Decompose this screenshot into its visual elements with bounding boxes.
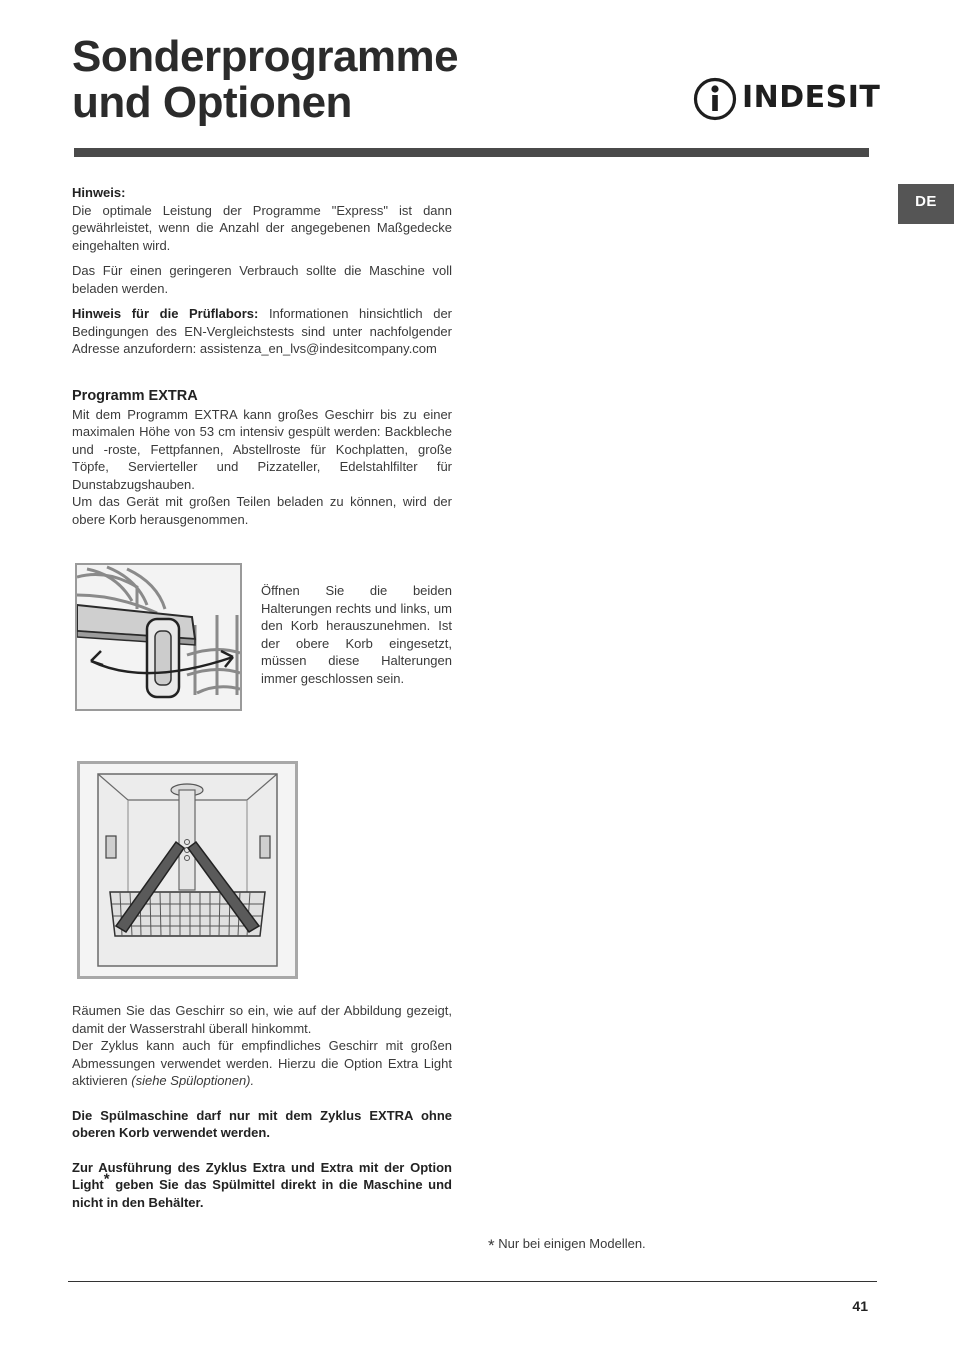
dishwasher-loading-illustration xyxy=(77,761,298,979)
header-rule xyxy=(74,148,869,157)
extra-program-section xyxy=(72,388,452,528)
indesit-logo-icon xyxy=(692,76,738,122)
hint-heading: Hinweis: xyxy=(72,185,126,200)
page-title xyxy=(72,34,458,126)
footnote-star: * xyxy=(488,1236,495,1255)
extra-program-intro: Mit dem Programm EXTRA kann großes Geschirr bis zu einer maximalen Höhe von 53 cm intensiv gespült werden: Backbleche und -roste, Fettpfannen, Abstellroste für Kochplatten, große Töpfe, Servierteller und Pizzateller, Edelstahlfilter für Dunstabzugshauben. xyxy=(72,406,452,492)
loading-instructions xyxy=(72,1002,452,1211)
logo-wordmark: INDESIT xyxy=(742,80,881,115)
delicate-text: Der Zyklus kann auch für empfindliches Geschirr mit großen Abmessungen verwendet werden. Hierzu die Option Extra Light aktivieren xyxy=(72,1038,452,1088)
arrange-text: Räumen Sie das Geschirr so ein, wie auf der Abbildung gezeigt, damit der Wasserstrahl überall hinkommt. xyxy=(72,1003,452,1036)
load-text: Das Für einen geringeren Verbrauch sollte die Maschine voll beladen werden. xyxy=(72,263,452,296)
lab-text: Informationen hinsichtlich der Bedingungen des EN-Vergleichstests sind unter nachfolgender Adresse anzufordern: assistenza_en_lvs@indesitcompany.com xyxy=(72,306,452,356)
extra-program-heading: Programm EXTRA xyxy=(72,388,198,404)
warning-star: * xyxy=(103,1170,110,1188)
footnote xyxy=(488,1236,646,1256)
footnote-text: Nur bei einigen Modellen. xyxy=(494,1236,646,1251)
warning-detergent-a: Zur Ausführung des Zyklus Extra und Extra mit der Option Light xyxy=(72,1159,452,1192)
latch-caption-text: Öffnen Sie die beiden Halterungen rechts und links, um den Korb herauszunehmen. Ist der obere Korb eingesetzt, müssen diese Halterungen immer geschlossen sein. xyxy=(261,583,452,686)
basket-latch-illustration xyxy=(75,563,242,711)
latch-caption xyxy=(261,582,452,687)
page-number: 41 xyxy=(852,1298,868,1314)
lab-label: Hinweis für die Prüflabors: xyxy=(72,306,259,321)
page-title-line-1: Sonderprogramme xyxy=(72,32,459,81)
page-title-line-2: und Optionen xyxy=(72,78,352,127)
indesit-logo xyxy=(692,76,881,122)
warning-detergent-b: geben Sie das Spülmittel direkt in die Maschine und nicht in den Behälter. xyxy=(72,1177,452,1210)
notes-section xyxy=(72,184,452,358)
language-tab: DE xyxy=(898,184,954,224)
warning-extra-only: Die Spülmaschine darf nur mit dem Zyklus EXTRA ohne oberen Korb verwendet werden. xyxy=(72,1107,452,1140)
delicate-ref: (siehe Spüloptionen). xyxy=(131,1073,255,1088)
footer-rule xyxy=(68,1281,877,1282)
remove-basket-text: Um das Gerät mit großen Teilen beladen zu können, wird der obere Korb herausgenommen. xyxy=(72,494,452,527)
hint-text: Die optimale Leistung der Programme "Express" ist dann gewährleistet, wenn die Anzahl der angegebenen Maßgedecke eingehalten wird. xyxy=(72,202,452,253)
